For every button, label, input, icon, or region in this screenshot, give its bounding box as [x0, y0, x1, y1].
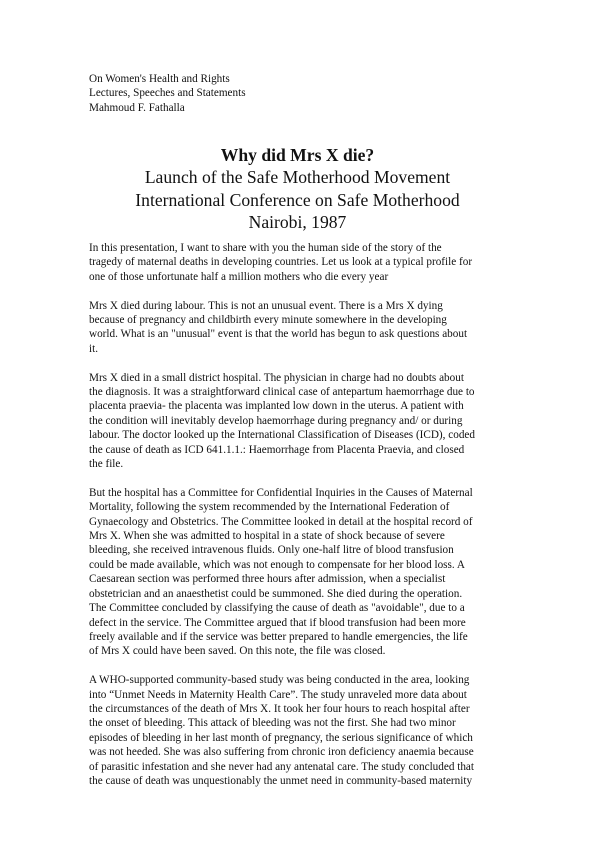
header-subtitle: Lectures, Speeches and Statements	[89, 87, 246, 100]
text-line: it.	[89, 342, 99, 355]
text-line: obstetrician and an anaesthetist could be summoned. She died during the operation.	[89, 587, 463, 600]
text-line: episodes of bleeding in her last month of pregnancy, the serious significance of which	[89, 731, 473, 744]
text-line: Gynaecology and Obstetrics. The Committee looked in detail at the hospital record of	[89, 515, 473, 528]
text-line: Mrs X died during labour. This is not an unusual event. There is a Mrs X dying	[89, 299, 443, 312]
conference-name: International Conference on Safe Motherhood	[135, 189, 460, 210]
text-line: could be made available, which was not enough to compensate for her blood loss. A	[89, 558, 465, 571]
paragraph	[89, 371, 509, 472]
text-line: the file.	[89, 458, 124, 471]
text-line: placenta praevia- the placenta was implanted low down in the uterus. A patient with	[89, 400, 464, 413]
text-line: Caesarean section was performed three hours after admission, when a specialist	[89, 573, 446, 586]
text-line: In this presentation, I want to share with you the human side of the story of the	[89, 242, 442, 254]
text-line: bleeding, she received intravenous fluids. Only one-half litre of blood transfusion	[89, 544, 454, 557]
text-line: the circumstances of the death of Mrs X. It took her four hours to reach hospital after	[89, 702, 470, 715]
text-line: of Mrs X could have been saved. On this note, the file was closed.	[89, 645, 386, 658]
paragraph	[89, 241, 509, 284]
header-series-title: On Women's Health and Rights	[89, 73, 230, 85]
text-line: world. What is an "unusual" event is that the world has begun to ask questions about	[89, 328, 468, 341]
event-name: Launch of the Safe Motherhood Movement	[144, 167, 451, 188]
document-body	[89, 241, 509, 803]
text-line: into “Unmet Needs in Maternity Health Care”. The study unraveled more data about	[89, 688, 467, 701]
paragraph	[89, 299, 509, 357]
text-line: because of pregnancy and childbirth every minute somewhere in the developing	[89, 314, 447, 327]
text-line: the diagnosis. It was a straightforward clinical case of antepartum haemorrhage due to	[89, 386, 475, 399]
document-header	[89, 72, 246, 115]
text-line: the onset of bleeding. This attack of bleeding was not the first. She had two minor	[89, 717, 456, 730]
text-line: the condition will inevitably develop haemorrhage during pregnancy and/ or during	[89, 414, 463, 427]
location-year: Nairobi, 1987	[248, 212, 347, 233]
paragraph	[89, 673, 509, 788]
header-author: Mahmoud F. Fathalla	[89, 101, 185, 114]
text-line: was not heeded. She was also suffering from chronic iron deficiency anaemia because	[89, 746, 474, 759]
text-line: defect in the service. The Committee argued that if blood transfusion had been more	[89, 616, 466, 629]
text-line: the cause of death as ICD 641.1.1.: Haemorrhage from Placenta Praevia, and closed	[89, 443, 465, 456]
text-line: A WHO-supported community-based study was being conducted in the area, looking	[89, 674, 470, 687]
text-line: freely available and if the service was better prepared to handle emergencies, the life	[89, 630, 468, 643]
document-title: Why did Mrs X die?	[220, 145, 375, 165]
text-line: Mrs X died in a small district hospital. The physician in charge had no doubts about	[89, 371, 464, 384]
text-line: Mrs X. When she was admitted to hospital in a state of shock because of severe	[89, 530, 445, 543]
text-line: The Committee concluded by classifying the cause of death as "avoidable", due to a	[89, 602, 465, 615]
text-line: one of those unfortunate half a million mothers who die every year	[89, 270, 389, 283]
text-line: of parasitic infestation and she never had any antenatal care. The study concluded that	[89, 760, 474, 773]
text-line: Mortality, following the system recommended by the International Federation of	[89, 501, 450, 514]
text-line: tragedy of maternal deaths in developing countries. Let us look at a typical profile for	[89, 256, 473, 269]
text-line: labour. The doctor looked up the International Classification of Diseases (ICD), coded	[89, 429, 475, 442]
text-line: the cause of death was unquestionably the unmet need in community-based maternity	[89, 774, 473, 787]
paragraph	[89, 486, 509, 659]
title-block	[0, 144, 595, 234]
text-line: But the hospital has a Committee for Confidential Inquiries in the Causes of Maternal	[89, 486, 473, 499]
